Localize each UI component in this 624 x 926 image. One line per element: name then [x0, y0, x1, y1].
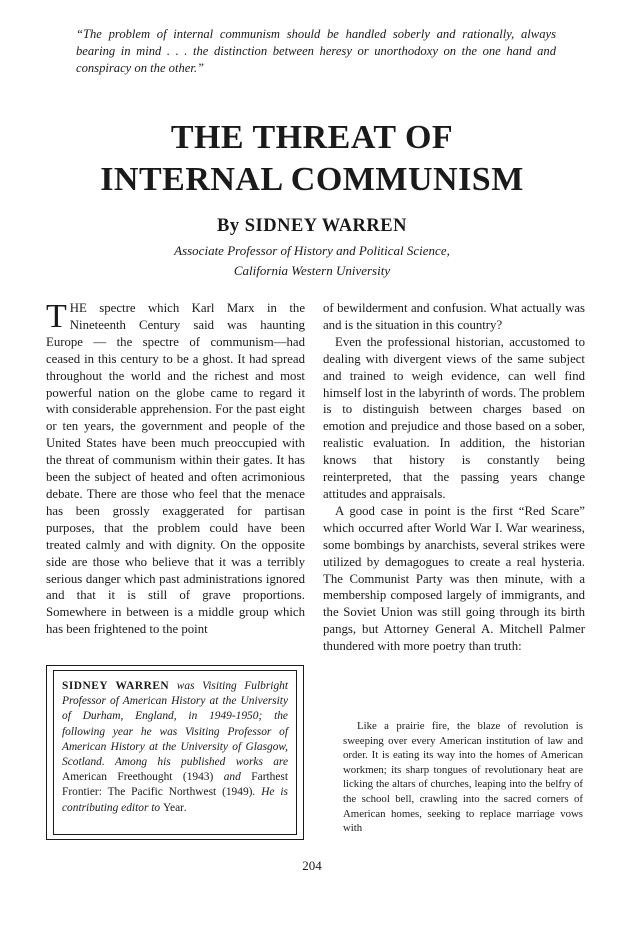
affiliation-title: Associate Professor of History and Political Science, [174, 243, 450, 258]
article-title-line-2: INTERNAL COMMUNISM [100, 161, 524, 198]
affiliation-university: California Western University [233, 263, 391, 278]
bio-author-name: SIDNEY WARREN [62, 680, 170, 692]
page-number: 204 [302, 858, 322, 873]
bio-book-2: Farthest Frontier: The Pacific Northwest (1949) [62, 771, 288, 799]
author-name: SIDNEY WARREN [244, 216, 407, 236]
paragraph-red-scare: A good case in point is the first “Red Scare” which occurred after World War I. War weariness, some bombings by anarchists, several strikes were utilized by demagogues to create a real hysteria. The Communist Party was then minute, with a membership composed largely of immigrants, and the Soviet Union was still going through its birth pangs, but Attorney General A. Mitchell Palmer thundered with more poetry than truth: [323, 503, 585, 654]
bio-book-1: American Freethought (1943) [62, 771, 214, 784]
block-quote [343, 719, 583, 836]
paragraph-historian: Even the professional historian, accustomed to dealing with divergent views of the same subject and trained to weigh evidence, can well find himself lost in the labyrinth of words. The problem is to distinguish between charges based on emotion and prejudice and those based on a sober, realistic evaluation. In addition, the historian knows that history is constantly being reinterpreted, that the passing years change attitudes and appraisals. [323, 334, 585, 501]
byline [0, 216, 624, 237]
byline-by: By [217, 216, 240, 236]
right-column [323, 300, 585, 655]
bio-text-2: and [213, 771, 252, 784]
opening-paragraph-text: HE spectre which Karl Marx in the Nineteenth Century said was haunting Europe — the spectre of communism—had ceased in this century to be a ghost. It had spread throughout the world and the richest and most powerful nation on the globe came to regard it with considerable apprehension. For the past eight or ten years, the government and people of the United States have been much preoccupied with the threat of communism within their gates. It has been the subject of heated and often acrimonious debate. There are those who feel that the menace has been grossly exaggerated for partisan purposes, that the problem could have been treated calmly and with dignity. On the opposite side are those who believe that it was a terribly serious danger which past administrations ignored and that it is still of grave proportions. Somewhere in between is a middle group which has been frightened to the point [46, 301, 305, 637]
author-bio-box [46, 665, 304, 840]
epigraph: “The problem of internal communism should be handled soberly and rationally, always bearing in mind . . . the distinction between heresy or unorthodoxy on the one hand and conspiracy on the other.” [76, 27, 556, 75]
drop-cap: T [46, 298, 67, 335]
block-quote-text: Like a prairie fire, the blaze of revolution is sweeping over every American institution of law and order. It is eating its way into the homes of American workmen; its sharp tongues of revolutionary heat are licking the altars of churches, leaping into the belfry of the school bell, crawling into the sacred corners of American homes, seeking to replace marriage vows with [343, 720, 583, 835]
bio-journal: Year [162, 801, 184, 814]
bio-text-4: . [183, 801, 187, 814]
bio-text-3: . He is contributing editor to [62, 786, 288, 814]
article-title-line-1: THE THREAT OF [170, 119, 454, 156]
paragraph-continued: of bewilderment and confusion. What actually was and is the situation in this country? [323, 301, 585, 332]
opening-paragraph [46, 300, 305, 638]
author-bio [53, 670, 297, 835]
left-column [46, 300, 305, 638]
bio-text-1: was Visiting Fulbright Professor of American History at the University of Durham, England, in 1949-1950; the following year he was Visiting Professor of American History at the University of Glasgow, Scotland. Among his published works are [62, 680, 289, 769]
